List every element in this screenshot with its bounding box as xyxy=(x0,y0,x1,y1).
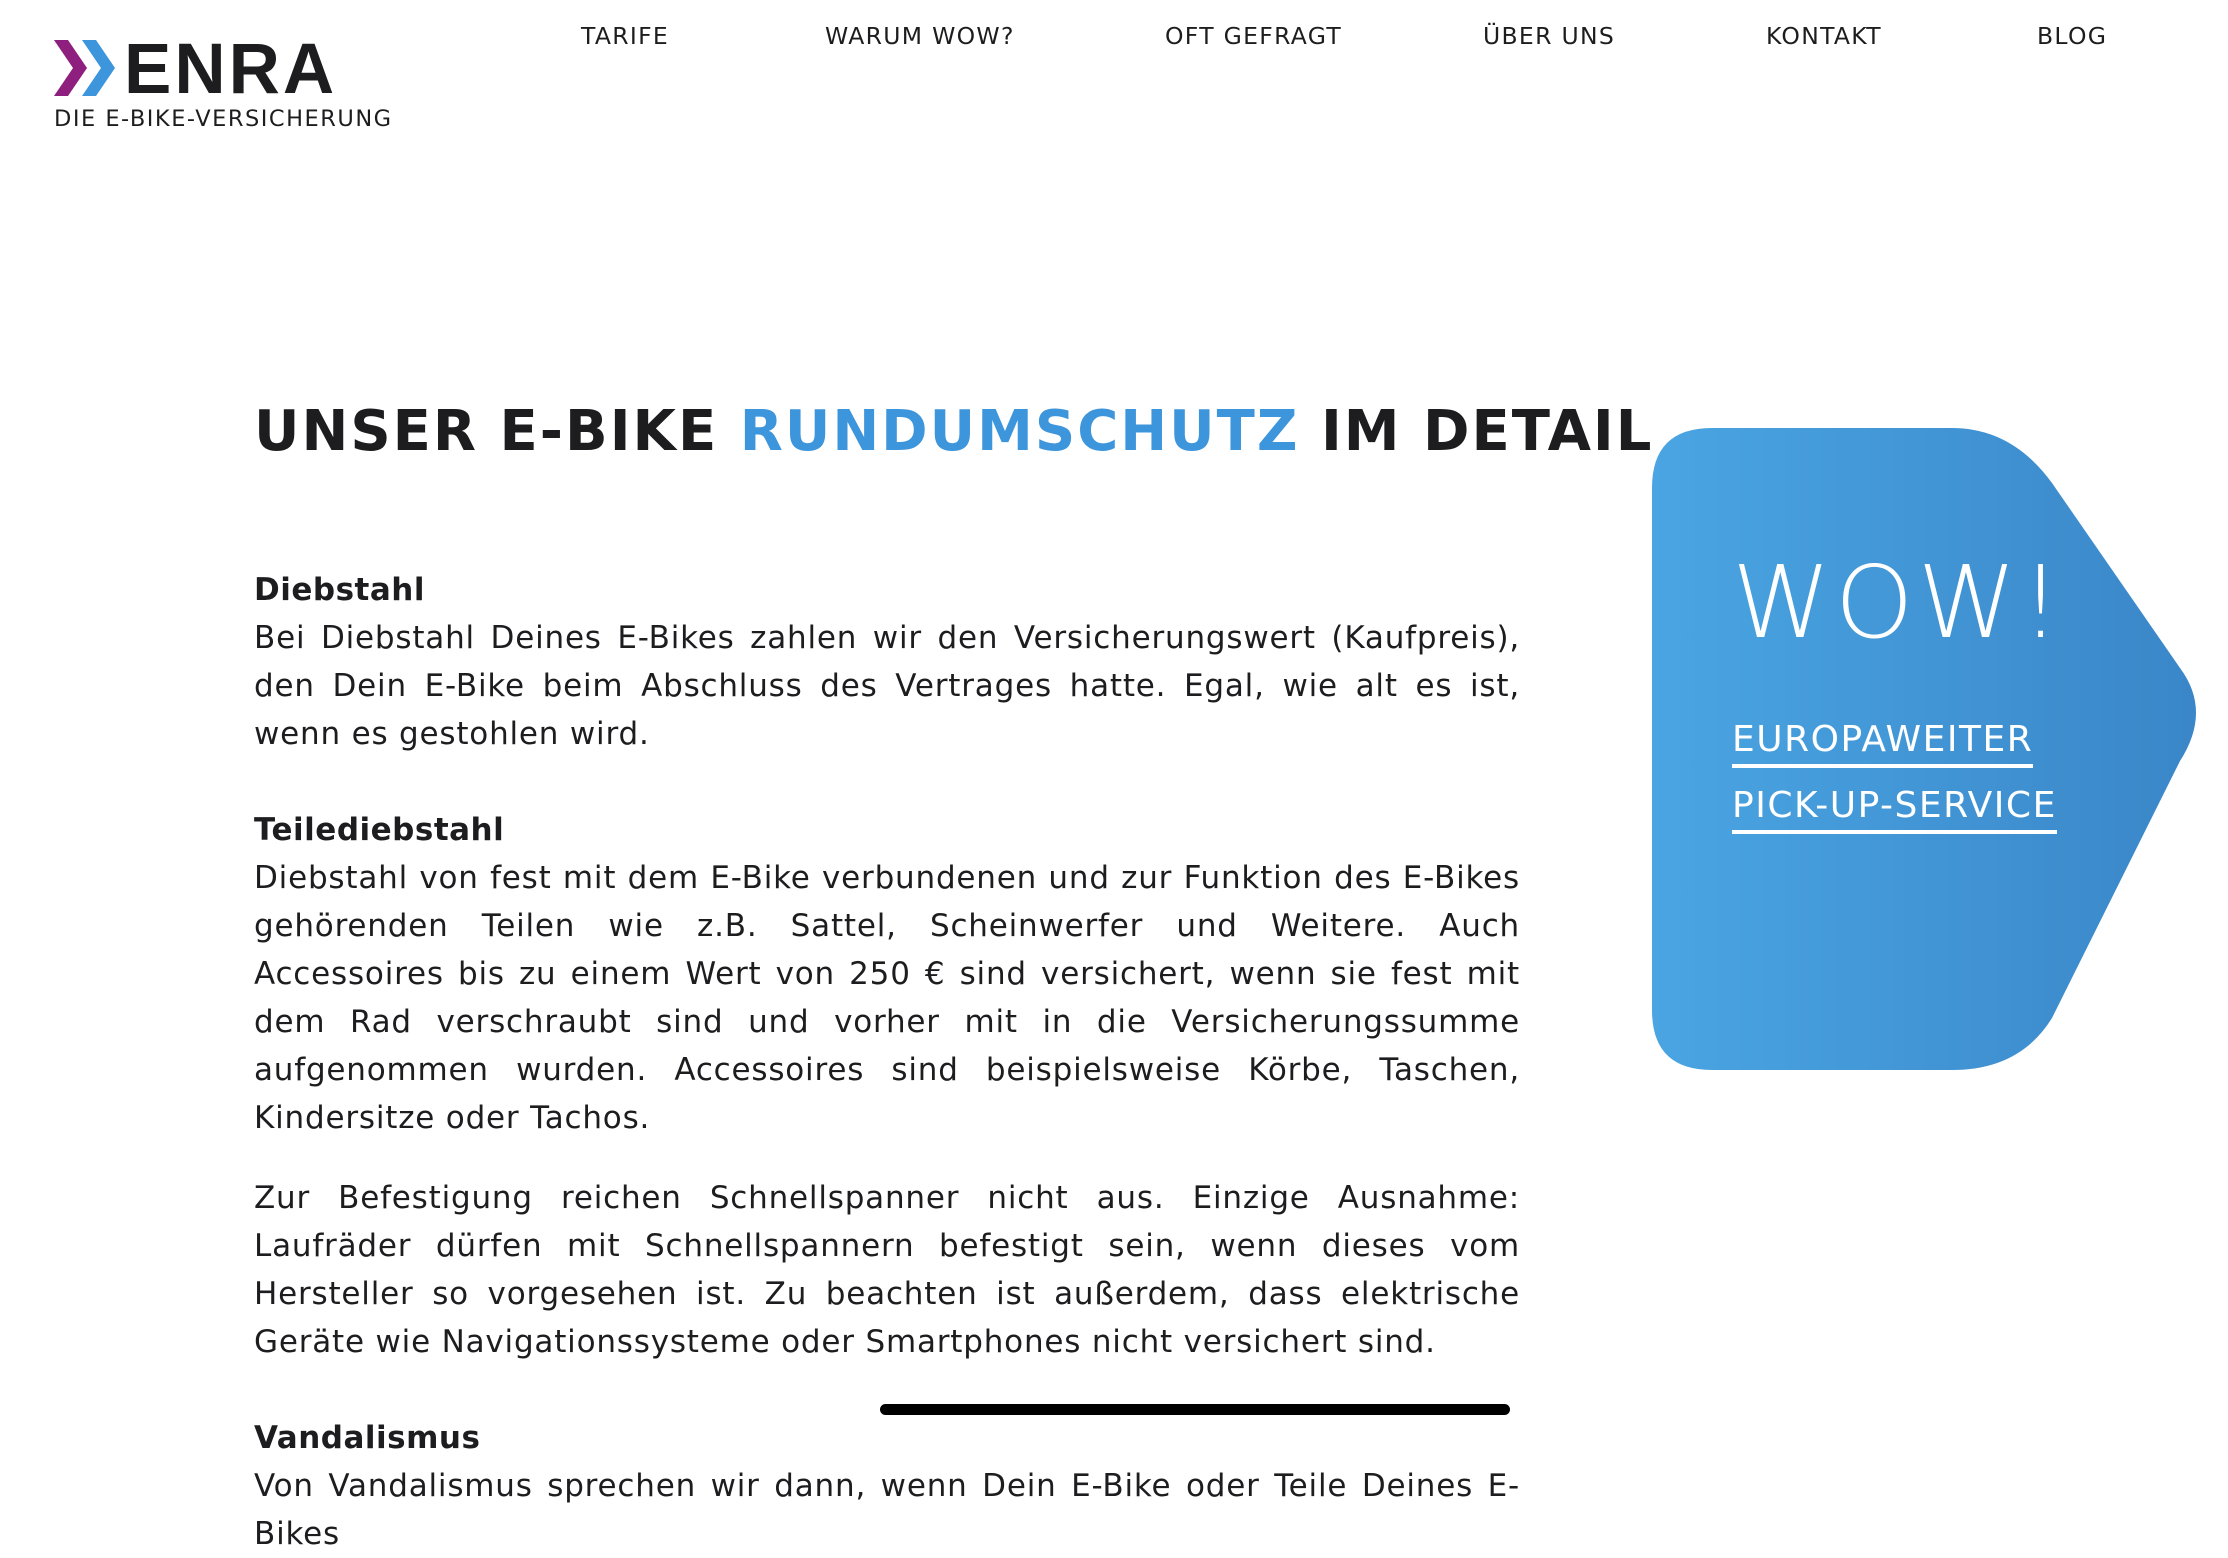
brand-tagline: DIE E-BIKE-VERSICHERUNG xyxy=(54,106,393,132)
europaweiter-link[interactable]: EUROPAWEITER xyxy=(1732,718,2033,768)
nav-item-oft-gefragt[interactable]: OFT GEFRAGT xyxy=(1165,22,1343,50)
headline-suffix: IM DETAIL xyxy=(1320,399,1654,464)
headline-accent: RUNDUMSCHUTZ xyxy=(739,399,1300,464)
nav-item-ueber-uns[interactable]: ÜBER UNS xyxy=(1483,22,1616,50)
section-paragraph: Diebstahl von fest mit dem E-Bike verbundenen und zur Funktion des E-Bikes gehörenden Teilen wie z.B. Sattel, Scheinwerfer und Weitere. Auch Accessoires bis zu einem Wert von 250 € sind versichert, wenn sie fest mit dem Rad verschraubt sind und vorher mit in die Versicherungssumme aufgenommen wurden. Accessoires sind beispielsweise Körbe, Taschen, Kindersitze oder Tachos. xyxy=(254,860,1520,1136)
nav-item-warum-wow[interactable]: WARUM WOW? xyxy=(825,22,1015,50)
wow-promo-panel[interactable] xyxy=(1652,428,2208,1070)
nav-item-kontakt[interactable]: KONTAKT xyxy=(1766,22,1882,50)
pick-up-service-link[interactable]: PICK-UP-SERVICE xyxy=(1732,784,2057,834)
section-vandalismus xyxy=(254,1414,1520,1558)
section-paragraph: Von Vandalismus sprechen wir dann, wenn Dein E-Bike oder Teile Deines E-Bikes xyxy=(254,1468,1520,1552)
headline-prefix: UNSER E-BIKE xyxy=(254,399,719,464)
section-diebstahl xyxy=(254,566,1520,758)
section-title: Diebstahl xyxy=(254,572,425,608)
section-title: Teilediebstahl xyxy=(254,812,505,848)
section-paragraph: Zur Befestigung reichen Schnellspanner nicht aus. Einzige Ausnahme: Laufräder dürfen mit Schnellspannern befestigt sein, wenn dieses vom Hersteller so vorgesehen ist. Zu beachten ist außerdem, dass elektrische Geräte wie Navigationssysteme oder Smartphones nicht versichert sind. xyxy=(254,1180,1520,1360)
scroll-indicator[interactable] xyxy=(880,1404,1510,1415)
section-paragraph: Bei Diebstahl Deines E-Bikes zahlen wir den Versicherungswert (Kaufpreis), den Dein E-Bike beim Abschluss des Vertrages hatte. Egal, wie alt es ist, wenn es gestohlen wird. xyxy=(254,620,1520,752)
page-headline xyxy=(254,396,1654,468)
nav-item-tarife[interactable]: TARIFE xyxy=(581,22,670,50)
wow-title: WOW! xyxy=(1732,544,2065,661)
brand-name: ENRA xyxy=(124,30,338,109)
section-teilediebstahl xyxy=(254,806,1520,1366)
section-title: Vandalismus xyxy=(254,1420,481,1456)
nav-item-blog[interactable]: BLOG xyxy=(2037,22,2108,50)
main-nav xyxy=(0,22,2228,58)
